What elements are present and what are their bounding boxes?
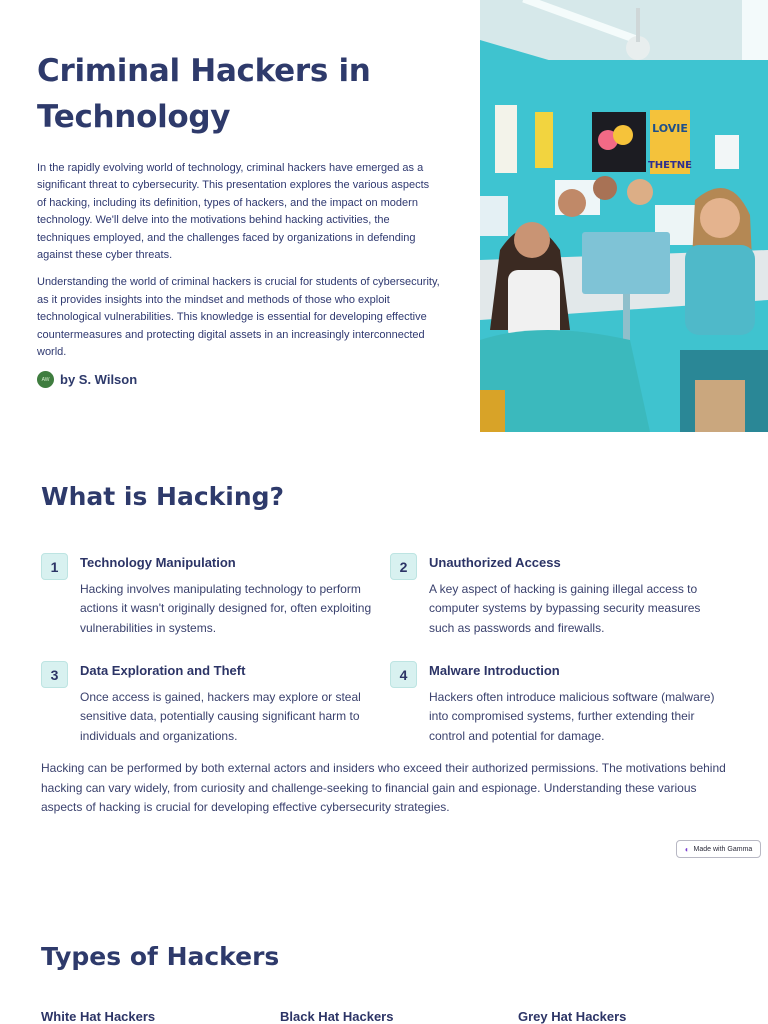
hacking-summary: Hacking can be performed by both external actors and insiders who exceed their authorized permissions. The motivations behind hacking can vary widely, from curiosity and challenge-seeking to financial gain and espionage. Understanding these various aspects of hacking is crucial for developing effective cybersecurity strategies. bbox=[41, 761, 726, 814]
feature-title: Malware Introduction bbox=[429, 663, 560, 678]
feature-description: Hackers often introduce malicious software (malware) into compromised systems, further extending their control and potential for damage. bbox=[429, 690, 715, 743]
made-with-gamma-label: Made with Gamma bbox=[693, 845, 753, 853]
feature-description: Hacking involves manipulating technology to perform actions it wasn't originally designed for, often exploiting vulnerabilities in systems. bbox=[80, 582, 372, 635]
feature-title: Data Exploration and Theft bbox=[80, 663, 246, 678]
number-badge: 3 bbox=[41, 661, 68, 688]
poster-line-2: THETNE bbox=[647, 160, 693, 171]
hero-text bbox=[37, 48, 441, 388]
number-badge: 2 bbox=[390, 553, 417, 580]
intro-paragraph: In the rapidly evolving world of technology, criminal hackers have emerged as a significant threat to cybersecurity. This presentation explores the various aspects of hacking, including its definition, types of hackers, and the impact on modern technology. We'll delve into the motivations behind hacking activities, the techniques employed, and the challenges faced by organizations in defending against these cyber threats. bbox=[37, 162, 430, 262]
number-badge: 4 bbox=[390, 661, 417, 688]
feature-title: Unauthorized Access bbox=[429, 555, 561, 570]
feature-title: Technology Manipulation bbox=[80, 555, 236, 570]
classroom-illustration bbox=[480, 0, 768, 432]
section-title-types: Types of Hackers bbox=[41, 942, 280, 971]
hero-photo bbox=[480, 0, 768, 432]
intro-paragraph-2: Understanding the world of criminal hackers is crucial for students of cybersecurity, as it provides insights into the mindset and methods of those who exploit technological vulnerabilities. This knowledge is essential for developing effective countermeasures and protecting digital assets in an increasingly interconnected world. bbox=[37, 276, 440, 359]
hero-section bbox=[0, 0, 768, 432]
section-title-hacking: What is Hacking? bbox=[41, 482, 285, 511]
feature-description: Once access is gained, hackers may explore or steal sensitive data, potentially causing significant harm to individuals and organizations. bbox=[80, 690, 361, 743]
made-with-gamma-button[interactable] bbox=[676, 840, 761, 858]
type-white-hat: White Hat Hackers bbox=[41, 1009, 156, 1024]
feature-description: A key aspect of hacking is gaining illegal access to computer systems by bypassing security measures such as passwords and firewalls. bbox=[429, 582, 701, 635]
type-grey-hat: Grey Hat Hackers bbox=[518, 1009, 627, 1024]
author-name: by S. Wilson bbox=[60, 372, 138, 388]
gamma-icon: ◐ bbox=[684, 844, 690, 854]
avatar: AW bbox=[37, 371, 54, 388]
poster-line-1: LOVIE bbox=[652, 122, 688, 135]
type-black-hat: Black Hat Hackers bbox=[280, 1009, 394, 1024]
byline bbox=[37, 371, 441, 388]
page-title: Criminal Hackers in Technology bbox=[37, 53, 371, 135]
number-badge: 1 bbox=[41, 553, 68, 580]
